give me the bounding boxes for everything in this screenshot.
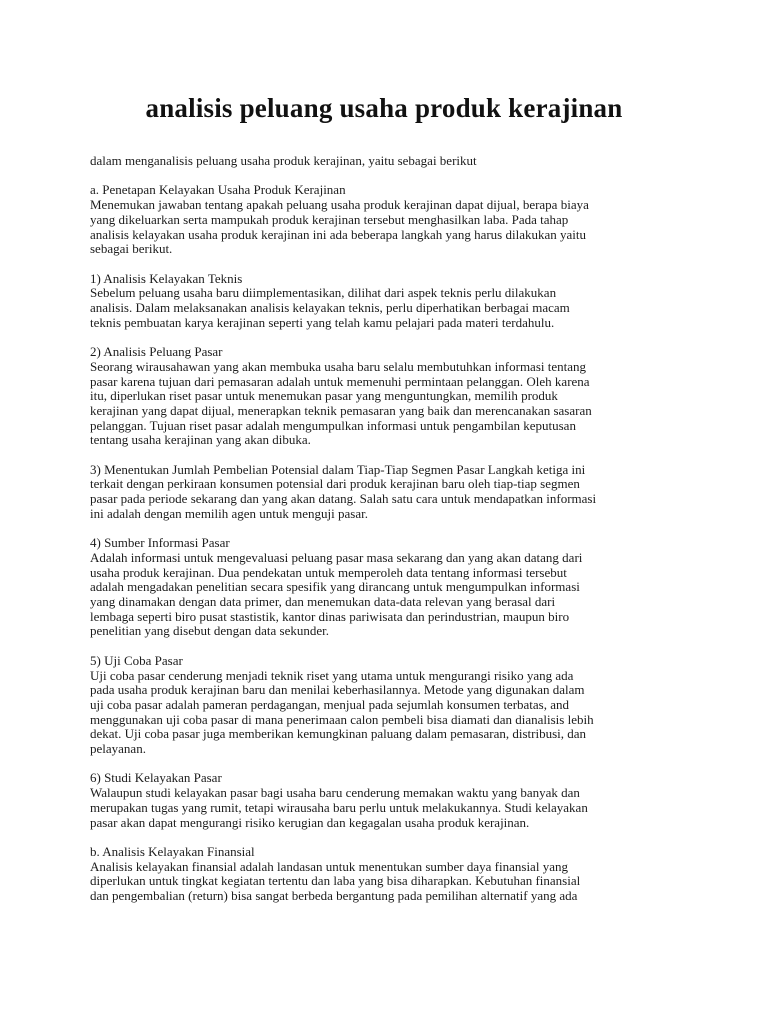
text-line: Analisis kelayakan finansial adalah landasan untuk menentukan sumber daya finansial yang — [90, 858, 568, 874]
text-line: pelanggan. Tujuan riset pasar adalah mengumpulkan informasi untuk pengambilan keputusan — [90, 417, 576, 433]
text-line: ini adalah dengan memilih agen untuk menguji pasar. — [90, 505, 368, 521]
paragraph-gap — [90, 757, 690, 772]
document-title: analisis peluang usaha produk kerajinan — [145, 93, 623, 123]
text-line: pelayanan. — [90, 741, 146, 757]
text-line: pada usaha produk kerajinan baru dan menilai keberhasilannya. Metode yang digunakan dalam — [90, 682, 585, 698]
text-line: pasar karena tujuan dari pemasaran adalah untuk memenuhi permintaan pelanggan. Oleh karena — [90, 373, 590, 389]
text-line: 3) Menentukan Jumlah Pembelian Potensial dalam Tiap-Tiap Segmen Pasar Langkah ketiga ini — [90, 461, 586, 477]
text-line: menggunakan uji coba pasar di mana penerimaan calon pembeli bisa diamati dan dianalisis lebih — [90, 711, 594, 727]
text-line: uji coba pasar adalah pameran perdagangan, menjual pada sejumlah konsumen terbatas, and — [90, 696, 570, 712]
text-line: terkait dengan perkiraan konsumen potensial dari produk kerajinan baru oleh tiap-tiap segmen — [90, 476, 580, 492]
text-line: dalam menganalisis peluang usaha produk kerajinan, yaitu sebagai berikut — [90, 153, 477, 168]
text-line: analisis. Dalam melaksanakan analisis kelayakan teknis, perlu diperhatikan berbagai macam — [90, 300, 570, 315]
text-line: teknis pembuatan karya kerajinan seperti yang telah kamu pelajari pada materi terdahulu. — [90, 314, 555, 330]
text-line: Walaupun studi kelayakan pasar bagi usaha baru cenderung memakan waktu yang banyak dan — [90, 785, 580, 801]
text-line: kerajinan yang dapat dijual, menerapkan teknik pemasaran yang baik dan merencanakan sasaran — [90, 402, 592, 418]
text-line: tentang usaha kerajinan yang akan dibuka. — [90, 432, 311, 448]
text-line: dekat. Uji coba pasar juga memberikan kemungkinan paluang dalam pemasaran, distribusi, dan — [90, 726, 587, 742]
text-line: penelitian yang disebut dengan data sekunder. — [90, 623, 329, 639]
text-line: analisis kelayakan usaha produk kerajinan ini ada beberapa langkah yang harus dilakukan yaitu — [90, 226, 586, 242]
text-line: usaha produk kerajinan. Dua pendekatan untuk memperoleh data tentang informasi tersebut — [90, 564, 567, 580]
text-line: Seorang wirausahawan yang akan membuka usaha baru selalu membutuhkan informasi tentang — [90, 358, 587, 374]
text-line: yang dikeluarkan serta mampukah produk kerajinan tersebut menghasilkan laba. Pada tahap — [90, 211, 569, 227]
document-body — [90, 154, 690, 904]
text-line: Sebelum peluang usaha baru diimplementasikan, dilihat dari aspek teknis perlu dilakukan — [90, 285, 557, 301]
text-line: merupakan tugas yang rumit, tetapi wirausaha baru perlu untuk melakukannya. Studi kelayakan — [90, 799, 588, 815]
text-line: pasar pada periode sekarang dan yang akan datang. Salah satu cara untuk mendapatkan informasi — [90, 491, 597, 507]
paragraph-gap — [90, 830, 690, 845]
text-line: dan pengembalian (return) bisa sangat berbeda bergantung pada pemilihan alternatif yang ada — [90, 888, 578, 904]
text-line: Menemukan jawaban tentang apakah peluang usaha produk kerajinan dapat dijual, berapa biaya — [90, 197, 589, 213]
paragraph-gap — [90, 257, 690, 272]
paragraph-gap — [90, 448, 690, 463]
text-line: lembaga seperti biro pusat stastistik, kantor dinas pariwisata dan perindustrian, maupun biro — [90, 608, 570, 624]
text-line: a. Penetapan Kelayakan Usaha Produk Kerajinan — [90, 182, 346, 198]
text-line: 4) Sumber Informasi Pasar — [90, 535, 230, 551]
paragraph-gap — [90, 169, 690, 184]
text-line: 6) Studi Kelayakan Pasar — [90, 770, 222, 786]
text-line: Uji coba pasar cenderung menjadi teknik riset yang utama untuk mengurangi risiko yang ada — [90, 667, 574, 683]
paragraph-gap — [90, 330, 690, 345]
text-line: pasar akan dapat mengurangi risiko kerugian dan kegagalan usaha produk kerajinan. — [90, 814, 530, 830]
text-line: 5) Uji Coba Pasar — [90, 652, 183, 668]
paragraph-gap — [90, 639, 690, 654]
text-line: sebagai berikut. — [90, 241, 173, 257]
paragraph-gap — [90, 522, 690, 537]
text-line: diperlukan untuk tingkat kegiatan tertentu dan laba yang bisa diharapkan. Kebutuhan finansial — [90, 873, 581, 889]
text-line: adalah mengadakan penelitian secara spesifik yang dirancang untuk mengumpulkan informasi — [90, 579, 580, 595]
text-line: 1) Analisis Kelayakan Teknis — [90, 270, 243, 286]
text-line: b. Analisis Kelayakan Finansial — [90, 843, 255, 859]
text-line: itu, diperlukan riset pasar untuk menemukan pasar yang menguntungkan, memilih produk — [90, 388, 558, 404]
text-line: 2) Analisis Peluang Pasar — [90, 344, 223, 360]
text-line: yang dinamakan dengan data primer, dan menemukan data-data relevan yang berasal dari — [90, 594, 556, 610]
text-line: Adalah informasi untuk mengevaluasi peluang pasar masa sekarang dan yang akan datang dari — [90, 549, 583, 565]
